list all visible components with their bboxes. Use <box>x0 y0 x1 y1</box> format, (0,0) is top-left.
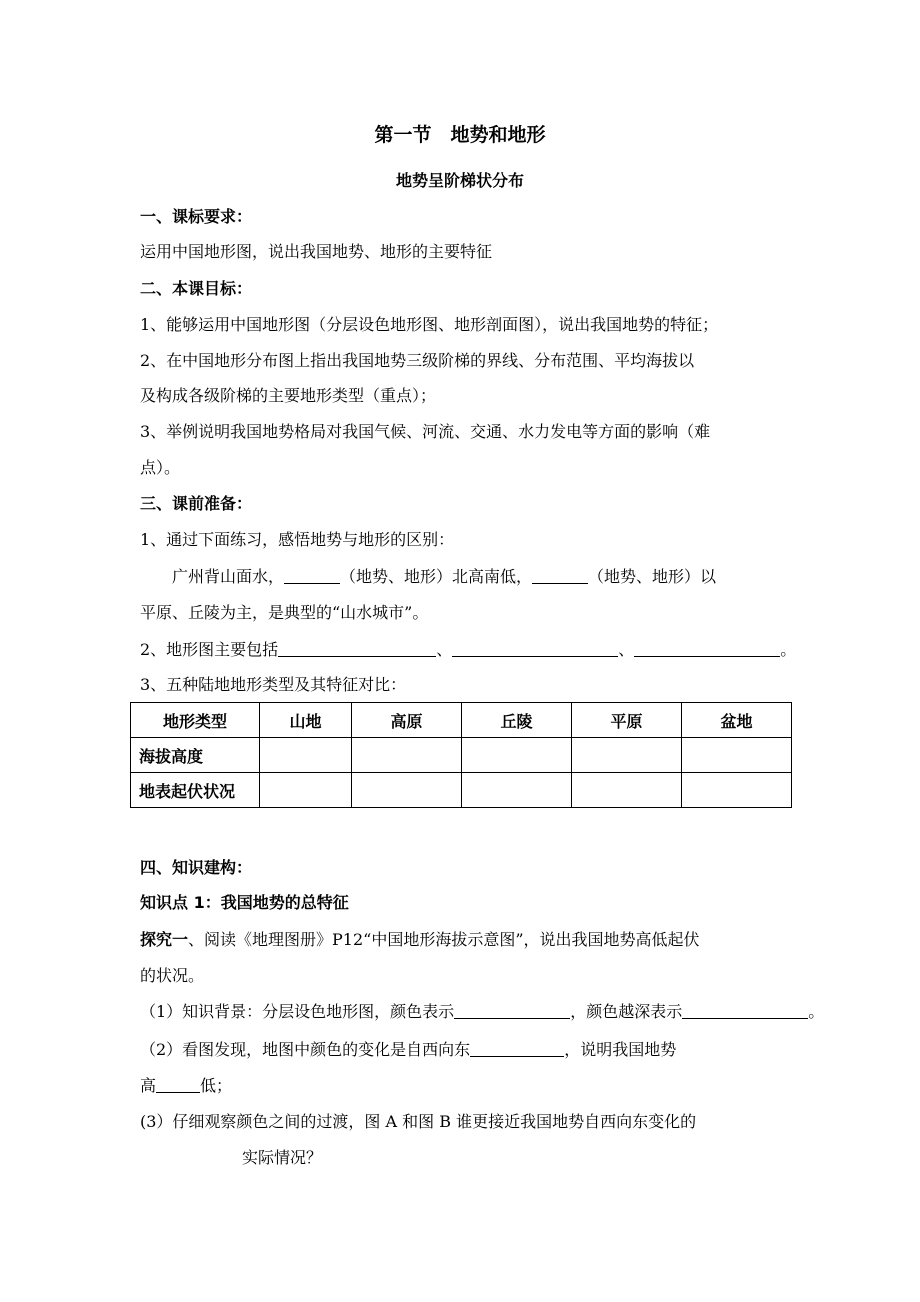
table-row <box>131 738 792 773</box>
point-1-text-a: （1）知识背景：分层设色地形图，颜色表示 <box>140 1002 455 1021</box>
goal-1: 1、能够运用中国地形图（分层设色地形图、地形剖面图），说出我国地势的特征； <box>140 315 719 334</box>
fill-blank[interactable] <box>634 640 780 657</box>
page-subtitle: 地势呈阶梯状分布 <box>395 171 524 190</box>
point-2-text-a: （2）看图发现，地图中颜色的变化是自西向东 <box>140 1040 471 1059</box>
question-1-part-2: （地势、地形）北高南低， <box>340 567 533 586</box>
goal-2-line-1: 2、在中国地形分布图上指出我国地势三级阶梯的界线、分布范围、平均海拔以 <box>140 351 695 370</box>
table-row <box>131 773 792 808</box>
question-1-part-1: 广州背山面水， <box>172 567 285 586</box>
table-header-cell: 山地 <box>260 703 352 738</box>
fill-blank[interactable] <box>284 567 340 584</box>
table-cell[interactable] <box>462 773 572 808</box>
explore-1-line-2: 的状况。 <box>140 966 205 985</box>
explore-1 <box>140 928 700 952</box>
table-cell[interactable] <box>352 773 462 808</box>
question-2 <box>140 638 796 662</box>
table-cell[interactable] <box>260 738 352 773</box>
period: 。 <box>780 640 797 659</box>
section-4-heading: 四、知识建构： <box>140 858 253 877</box>
separator: 、 <box>436 640 453 659</box>
question-1-line-2: 平原、丘陵为主，是典型的“山水城市”。 <box>140 603 429 622</box>
knowledge-point-1: 知识点 1：我国地势的总特征 <box>140 893 349 912</box>
table-header-cell: 地形类型 <box>131 703 260 738</box>
goal-3-line-1: 3、举例说明我国地势格局对我国气候、河流、交通、水力发电等方面的影响（难 <box>140 422 711 441</box>
question-1: 1、通过下面练习，感悟地势与地形的区别： <box>140 530 455 549</box>
explore-label: 探究一 <box>140 930 189 949</box>
point-3-line-2: 实际情况？ <box>242 1148 323 1167</box>
table-cell[interactable] <box>462 738 572 773</box>
table-header-row <box>131 703 792 738</box>
point-1-text-b: ，颜色越深表示 <box>570 1002 683 1021</box>
point-2-low: 低； <box>200 1076 233 1095</box>
page-title: 第一节 地势和地形 <box>374 124 546 146</box>
section-1-heading: 一、课标要求： <box>140 207 253 226</box>
fill-blank[interactable] <box>278 640 436 657</box>
question-2-label: 2、地形图主要包括 <box>140 640 279 659</box>
fill-blank[interactable] <box>454 1002 570 1019</box>
point-3: (3）仔细观察颜色之间的过渡，图 A 和图 B 谁更接近我国地势自西向东变化的 <box>140 1112 697 1131</box>
goal-2-line-2: 及构成各级阶梯的主要地形类型（重点）； <box>140 386 437 405</box>
separator: 、 <box>618 640 635 659</box>
table-cell[interactable] <box>682 738 792 773</box>
fill-blank[interactable] <box>532 567 588 584</box>
table-header-cell: 丘陵 <box>462 703 572 738</box>
point-2-high: 高 <box>140 1076 157 1095</box>
table-cell[interactable] <box>682 773 792 808</box>
question-1-part-3: （地势、地形）以 <box>588 567 717 586</box>
fill-blank[interactable] <box>156 1076 200 1093</box>
table-cell[interactable] <box>572 738 682 773</box>
section-2-heading: 二、本课目标： <box>140 279 253 298</box>
table-header-cell: 盆地 <box>682 703 792 738</box>
table-cell[interactable] <box>260 773 352 808</box>
table-row-header: 地表起伏状况 <box>131 773 260 808</box>
question-1-fill-line <box>172 565 716 589</box>
table-row-header: 海拔高度 <box>131 738 260 773</box>
section-1-text: 运用中国地形图，说出我国地势、地形的主要特征 <box>140 242 493 261</box>
fill-blank[interactable] <box>452 640 618 657</box>
point-1-text-c: 。 <box>808 1002 825 1021</box>
point-2-text-b: ，说明我国地势 <box>564 1040 677 1059</box>
point-2 <box>140 1038 676 1062</box>
terrain-comparison-table <box>130 702 792 808</box>
table-header-cell: 高原 <box>352 703 462 738</box>
point-1 <box>140 1000 824 1024</box>
table-cell[interactable] <box>352 738 462 773</box>
explore-text: 、阅读《地理图册》P12“中国地形海拔示意图”，说出我国地势高低起伏 <box>188 930 700 949</box>
section-3-heading: 三、课前准备： <box>140 494 253 513</box>
table-cell[interactable] <box>572 773 682 808</box>
fill-blank[interactable] <box>470 1040 564 1057</box>
fill-blank[interactable] <box>682 1002 808 1019</box>
table-header-cell: 平原 <box>572 703 682 738</box>
point-2-line-2 <box>140 1074 232 1098</box>
question-3: 3、五种陆地地形类型及其特征对比： <box>140 675 407 694</box>
goal-3-line-2: 点）。 <box>140 458 181 477</box>
